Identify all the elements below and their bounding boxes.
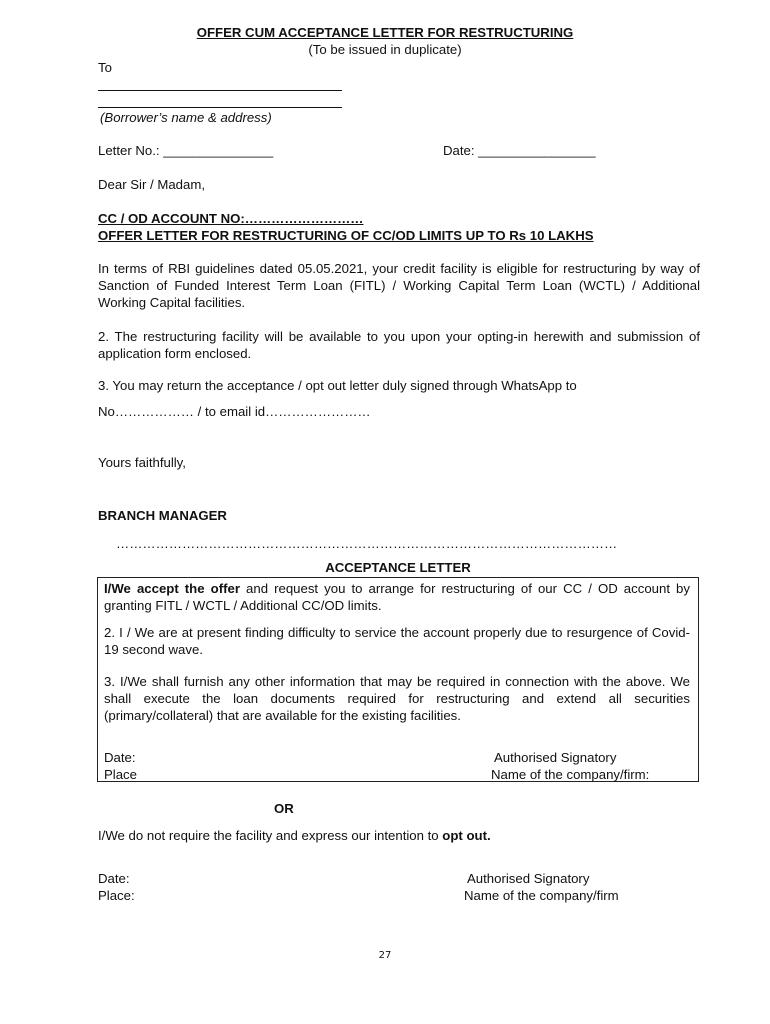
document-subtitle: (To be issued in duplicate) <box>308 42 462 57</box>
acceptance-paragraph-3: 3. I/We shall furnish any other information that may be required in connection with the above. We shall execute the loan documents required for restructuring and extend all securities (primary/collateral) that are available for the existing facilities. <box>104 674 690 723</box>
paragraph-3-line-2: No……………… / to email id…………………… <box>98 404 371 419</box>
paragraph-1: In terms of RBI guidelines dated 05.05.2021, your credit facility is eligible for restructuring by way of Sanction of Funded Interest Term Loan (FITL) / Working Capital Term Loan (WCTL) / Additional Working Capital facilities. <box>98 261 700 310</box>
acceptance-authorised-signatory: Authorised Signatory <box>494 750 617 765</box>
paragraph-2: 2. The restructuring facility will be available to you upon your opting-in herewith and submission of application form enclosed. <box>98 329 700 361</box>
opt-out-company-name-label: Name of the company/firm <box>464 888 619 903</box>
salutation: Dear Sir / Madam, <box>98 177 205 192</box>
letter-number-field: Letter No.: _______________ <box>98 143 274 158</box>
opt-out-bold: opt out. <box>442 828 491 843</box>
acceptance-company-name-label: Name of the company/firm: <box>491 767 650 782</box>
acceptance-date-label: Date: <box>104 750 136 765</box>
to-label: To <box>98 60 112 75</box>
opt-out-place-label: Place: <box>98 888 135 903</box>
opt-out-date-label: Date: <box>98 871 130 886</box>
opt-out-text: I/We do not require the facility and express our intention to <box>98 828 443 843</box>
acceptance-paragraph-1 <box>104 580 690 614</box>
document-title: OFFER CUM ACCEPTANCE LETTER FOR RESTRUCTURING <box>196 25 574 40</box>
or-separator: OR <box>274 801 294 816</box>
opt-out-statement <box>98 828 491 843</box>
accept-offer-bold: I/We accept the offer <box>104 581 240 596</box>
acceptance-box <box>97 577 699 782</box>
closing: Yours faithfully, <box>98 455 186 470</box>
page-number: 27 <box>378 950 392 961</box>
acceptance-heading: ACCEPTANCE LETTER <box>325 560 471 575</box>
address-line-2 <box>98 107 342 108</box>
acceptance-place-label: Place <box>104 767 137 782</box>
dotted-separator: …………………………………………………………………………………………………… <box>116 536 618 551</box>
borrower-address-label: (Borrower’s name & address) <box>100 110 272 125</box>
letter-date-field: Date: ________________ <box>443 143 596 158</box>
paragraph-3-line-1: 3. You may return the acceptance / opt out letter duly signed through WhatsApp to <box>98 378 577 393</box>
opt-out-authorised-signatory: Authorised Signatory <box>467 871 590 886</box>
branch-manager-signatory: BRANCH MANAGER <box>98 508 227 523</box>
address-line-1 <box>98 90 342 91</box>
acceptance-paragraph-2: 2. I / We are at present finding difficulty to service the account properly due to resurgence of Covid-19 second wave. <box>104 625 690 657</box>
accept-offer-rest: and request you to arrange for restructuring of our CC / OD account by granting FITL / WCTL / Additional CC/OD limits. <box>104 581 690 613</box>
account-number-line: CC / OD ACCOUNT NO:……………………… <box>98 211 364 226</box>
subject-line: OFFER LETTER FOR RESTRUCTURING OF CC/OD LIMITS UP TO Rs 10 LAKHS <box>98 228 594 243</box>
